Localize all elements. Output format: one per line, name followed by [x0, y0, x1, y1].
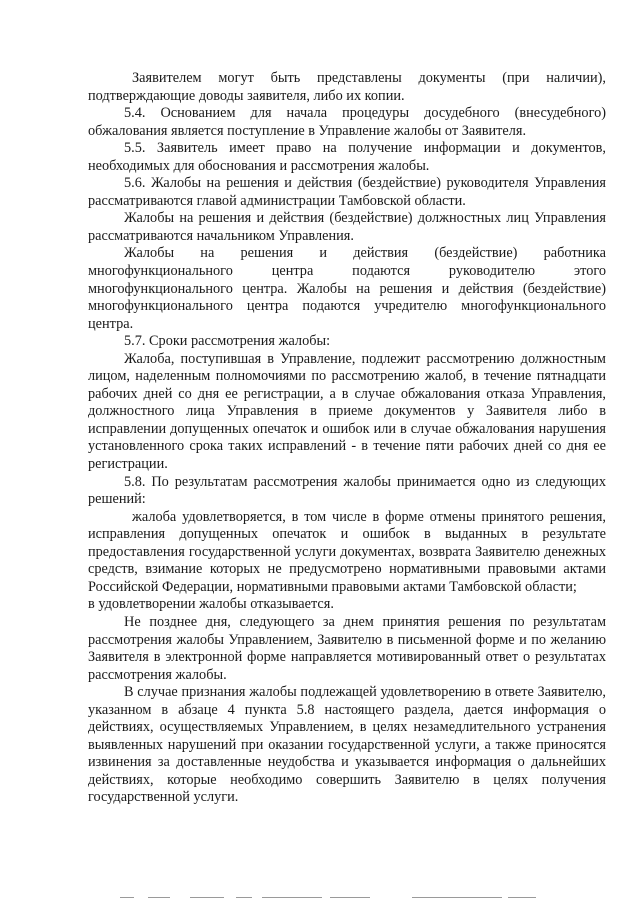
- footer-rule-segment: [330, 897, 370, 898]
- paragraph-remedy-info: В случае признания жалобы подлежащей удовлетворению в ответе Заявителю, указанном в абзаце 4 пункта 5.8 настоящего раздела, дается информация о действиях, осуществляемых Управлением, в целях незамедлительного устранения выявленных нарушений при оказании государственной услуги, а также приносятся извинения за доставленные неудобства и указывается информация о дальнейших действиях, которые необходимо совершить Заявителю в целях получения государственной услуги.: [88, 684, 606, 806]
- paragraph-response-deadline: Не позднее дня, следующего за днем принятия решения по результатам рассмотрения жалобы Управлением, Заявителю в письменной форме и по желанию Заявителя в электронной форме направляется мотивированный ответ о результатах рассмотрения жалобы.: [88, 613, 606, 683]
- paragraph-5-4: 5.4. Основанием для начала процедуры досудебного (внесудебного) обжалования является поступление в Управление жалобы от Заявителя.: [88, 105, 606, 139]
- paragraph-officials-complaints: Жалобы на решения и действия (бездействие) должностных лиц Управления рассматриваются начальником Управления.: [88, 210, 606, 244]
- paragraph-review-terms: Жалоба, поступившая в Управление, подлежит рассмотрению должностным лицом, наделенным полномочиями по рассмотрению жалоб, в течение пятнадцати рабочих дней со дня ее регистрации, а в случае обжалования отказа Управления, должностного лица Управления в приеме документов у Заявителя либо в исправлении допущенных опечаток и ошибок или в случае обжалования нарушения установленного срока таких исправлений - в течение пяти рабочих дней со дня ее регистрации.: [88, 350, 606, 473]
- footer-rule-segment: [148, 897, 170, 898]
- footer-rule-segment: [236, 897, 252, 898]
- footer-rule-segment: [120, 897, 134, 898]
- paragraph-mfc-complaints: Жалобы на решения и действия (бездействие) работника многофункционального центра подаются руководителю этого многофункционального центра. Жалобы на решения и действия (бездействие) многофункционального центра подаются учредителю многофункционального центра.: [88, 245, 606, 332]
- paragraph-complaint-satisfied: жалоба удовлетворяется, в том числе в форме отмены принятого решения, исправления допущенных опечаток и ошибок в выданных в результате предоставления государственной услуги документах, возврата Заявителю денежных средств, взимание которых не предусмотрено нормативными правовыми актами Российской Федерации, нормативными правовыми актами Тамбовской области;: [88, 508, 606, 595]
- footer-rule-segment: [190, 897, 224, 898]
- paragraph-evidence: Заявителем могут быть представлены документы (при наличии), подтверждающие доводы заявителя, либо их копии.: [88, 70, 606, 104]
- paragraph-5-5: 5.5. Заявитель имеет право на получение информации и документов, необходимых для обоснования и рассмотрения жалобы.: [88, 140, 606, 174]
- paragraph-complaint-rejected: в удовлетворении жалобы отказывается.: [88, 596, 334, 613]
- footer-rule-segment: [262, 897, 322, 898]
- document-body: [88, 70, 606, 807]
- paragraph-5-7-heading: 5.7. Сроки рассмотрения жалобы:: [124, 333, 331, 350]
- paragraph-5-6: 5.6. Жалобы на решения и действия (бездействие) руководителя Управления рассматриваются главой администрации Тамбовской области.: [88, 175, 606, 209]
- footer-rule-segment: [412, 897, 502, 898]
- footer-rule-segment: [508, 897, 536, 898]
- paragraph-5-8: 5.8. По результатам рассмотрения жалобы принимается одно из следующих решений:: [88, 473, 606, 508]
